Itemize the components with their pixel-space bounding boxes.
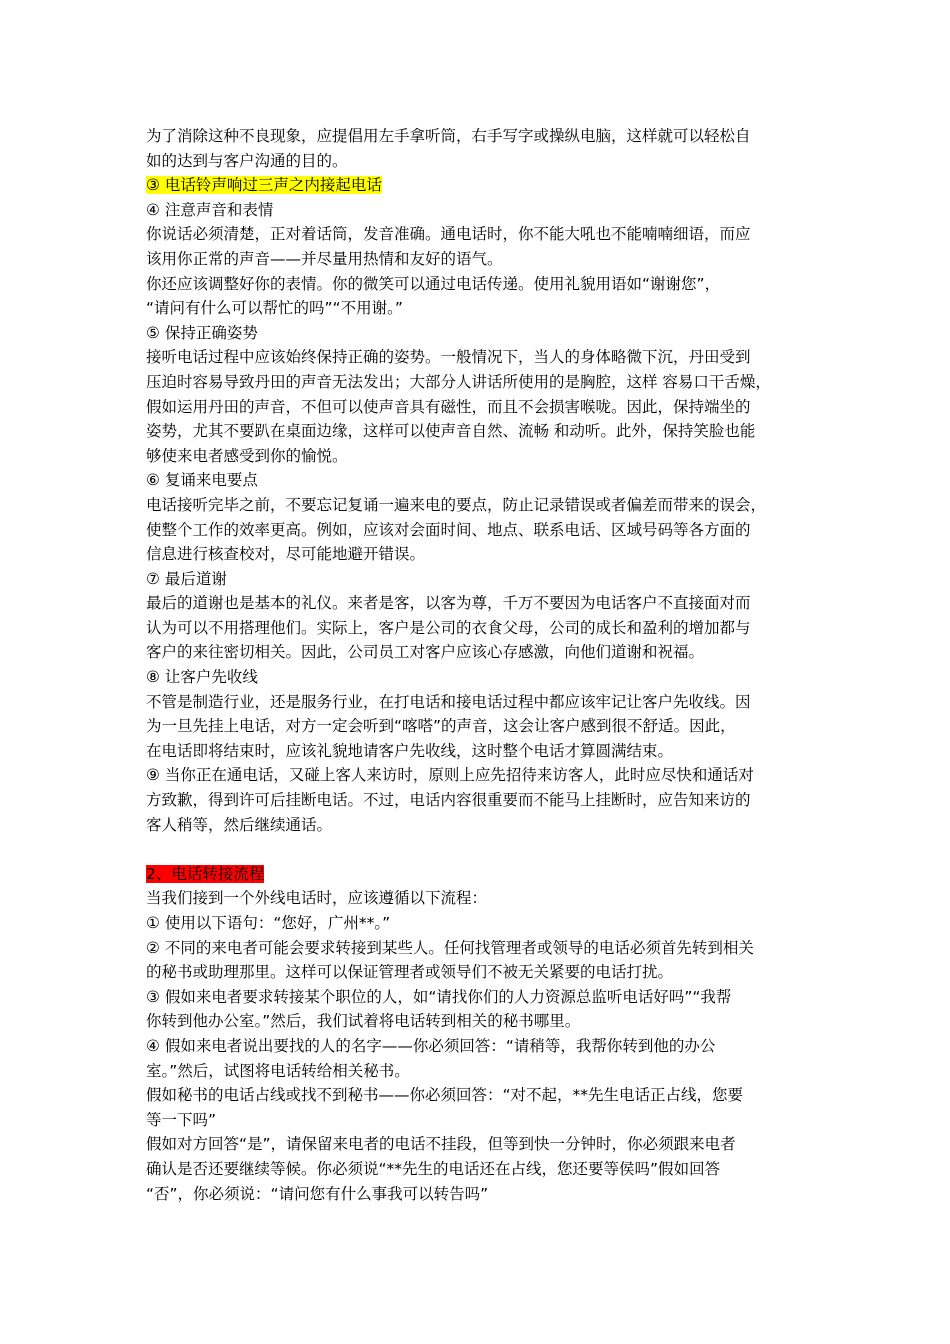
text-line: ⑦ 最后道谢 bbox=[146, 569, 227, 588]
text-line: ⑨ 当你正在通电话，又碰上客人来访时，原则上应先招待来访客人，此时应尽快和通话对 bbox=[146, 766, 754, 785]
text-line: 客户的来往密切相关。因此，公司员工对客户应该心存感激，向他们道谢和祝福。 bbox=[146, 643, 705, 662]
text-line: 你说话必须清楚，正对着话筒，发音准确。通电话时，你不能大吼也不能喃喃细语，而应 bbox=[146, 225, 751, 244]
text-line: 确认是否还要继续等候。你必须说“**先生的电话还在占线，您还要等侯吗”假如回答 bbox=[146, 1159, 721, 1178]
text-line: 够使来电者感受到你的愉悦。 bbox=[146, 446, 348, 465]
text-line: 接听电话过程中应该始终保持正确的姿势。一般情况下，当人的身体略微下沉，丹田受到 bbox=[146, 348, 751, 367]
text-line: ④ 假如来电者说出要找的人的名字——你必须回答：“请稍等，我帮你转到他的办公 bbox=[146, 1036, 716, 1055]
text-line: 最后的道谢也是基本的礼仪。来者是客，以客为尊，千万不要因为电话客户不直接面对而 bbox=[146, 594, 751, 613]
text-block-items-4-9 bbox=[146, 198, 806, 837]
text-line: 为了消除这种不良现象，应提倡用左手拿听筒，右手写字或操纵电脑，这样就可以轻松自 bbox=[146, 127, 751, 145]
text-line: ① 使用以下语句：“您好，广州**。” bbox=[146, 914, 391, 932]
text-line: 信息进行核查校对，尽可能地避开错误。 bbox=[146, 545, 426, 564]
paragraph-gap bbox=[146, 837, 806, 862]
text-line: 室。”然后，试图将电话转给相关秘书。 bbox=[146, 1061, 410, 1080]
section-2-heading bbox=[146, 862, 806, 887]
text-line: 你还应该调整好你的表情。你的微笑可以通过电话传递。使用礼貌用语如“谢谢您”， bbox=[146, 274, 721, 293]
text-line: ⑥ 复诵来电要点 bbox=[146, 471, 258, 490]
text-line: 假如运用丹田的声音，不但可以使声音具有磁性，而且不会损害喉咙。因此，保持端坐的 bbox=[146, 397, 751, 416]
text-line: 客人稍等，然后继续通话。 bbox=[146, 815, 333, 834]
text-line: 等一下吗” bbox=[146, 1110, 217, 1129]
text-line: 压迫时容易导致丹田的声音无法发出；大部分人讲话所使用的是胸腔，这样 容易口干舌燥， bbox=[146, 372, 771, 391]
text-line: 使整个工作的效率更高。例如，应该对会面时间、地点、联系电话、区域号码等各方面的 bbox=[146, 520, 751, 539]
text-line: 认为可以不用搭理他们。实际上，客户是公司的衣食父母，公司的成长和盈利的增加都与 bbox=[146, 618, 751, 637]
text-line: 你转到他办公室。”然后，我们试着将电话转到相关的秘书哪里。 bbox=[146, 1012, 581, 1031]
text-line: 假如对方回答“是”，请保留来电者的电话不挂段，但等到快一分钟时，你必须跟来电者 bbox=[146, 1135, 736, 1154]
text-line: 电话接听完毕之前，不要忘记复诵一遍来电的要点，防止记录错误或者偏差而带来的误会， bbox=[146, 495, 767, 514]
text-line: 当我们接到一个外线电话时，应该遵循以下流程： bbox=[146, 889, 488, 908]
text-line: ③ 假如来电者要求转接某个职位的人，如“请找你们的人力资源总监听电话好吗”“我帮 bbox=[146, 987, 732, 1006]
text-line: 方致歉，得到许可后挂断电话。不过，电话内容很重要而不能马上挂断时，应告知来访的 bbox=[146, 791, 751, 810]
text-line: ⑧ 让客户先收线 bbox=[146, 668, 258, 687]
text-line: 如的达到与客户沟通的目的。 bbox=[146, 151, 348, 170]
text-line: 该用你正常的声音——并尽量用热情和友好的语气。 bbox=[146, 249, 503, 268]
text-line: 的秘书或助理那里。这样可以保证管理者或领导们不被无关紧要的电话打扰。 bbox=[146, 963, 674, 982]
text-line: 为一旦先挂上电话，对方一定会听到“喀嗒”的声音，这会让客户感到很不舒适。因此， bbox=[146, 717, 736, 736]
text-block-transfer-process bbox=[146, 886, 806, 1206]
text-line: 姿势，尤其不要趴在桌面边缘，这样可以使声音自然、流畅 和动听。此外，保持笑脸也能 bbox=[146, 422, 756, 441]
text-line: “请问有什么可以帮忙的吗”“不用谢。” bbox=[146, 299, 403, 318]
text-line: ② 不同的来电者可能会要求转接到某些人。任何找管理者或领导的电话必须首先转到相关 bbox=[146, 938, 754, 957]
text-line: ④ 注意声音和表情 bbox=[146, 200, 274, 219]
section-2-heading-text: 2、电话转接流程 bbox=[146, 864, 265, 883]
text-line: 假如秘书的电话占线或找不到秘书——你必须回答：“对不起，**先生电话正占线，您要 bbox=[146, 1086, 744, 1105]
text-block-intro bbox=[146, 124, 806, 173]
document-page bbox=[146, 124, 806, 1206]
text-line: 不管是制造行业，还是服务行业，在打电话和接电话过程中都应该牢记让客户先收线。因 bbox=[146, 692, 751, 711]
item-3-heading-text: ③ 电话铃声响过三声之内接起电话 bbox=[146, 176, 382, 195]
text-line: “否”，你必须说：“请问您有什么事我可以转告吗” bbox=[146, 1184, 489, 1203]
item-3-heading bbox=[146, 173, 806, 198]
text-line: 在电话即将结束时，应该礼貌地请客户先收线，这时整个电话才算圆满结束。 bbox=[146, 741, 674, 760]
text-line: ⑤ 保持正确姿势 bbox=[146, 323, 258, 342]
